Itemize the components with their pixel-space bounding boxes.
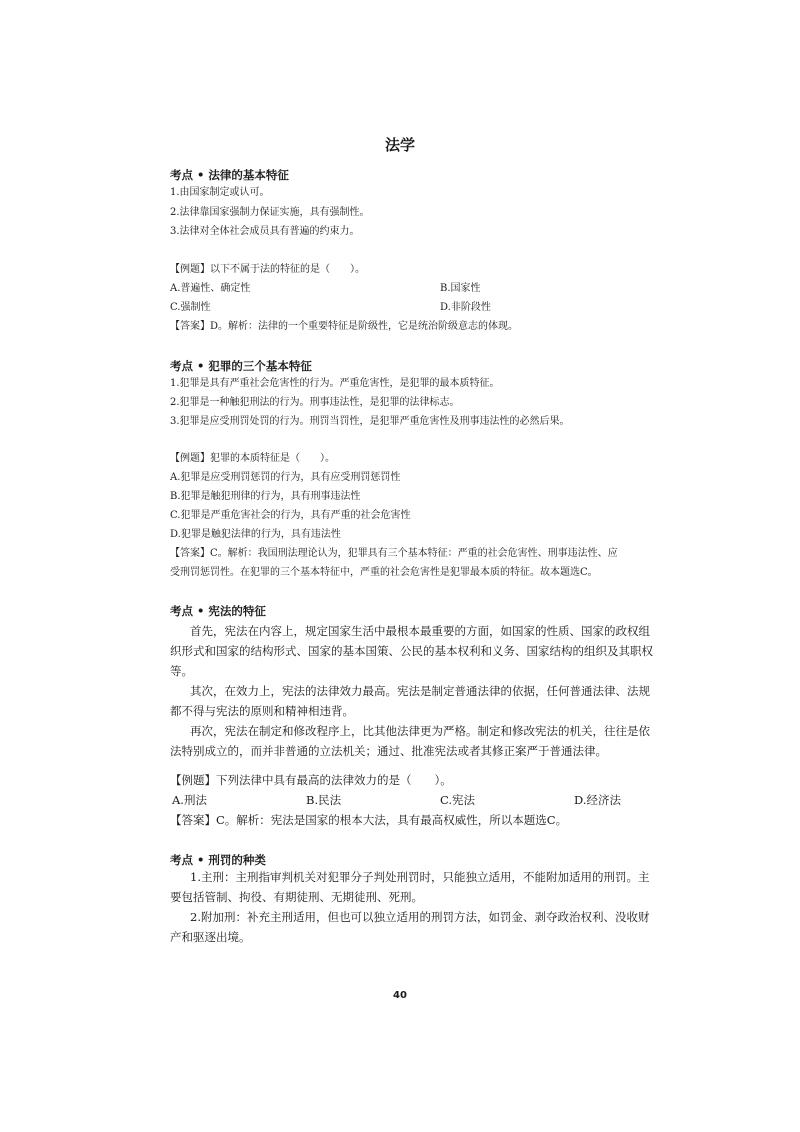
list-item: 1.犯罪是具有严重社会危害性的行为。严重危害性，是犯罪的最本质特征。 (170, 378, 500, 389)
list-item: 1.由国家制定或认可。 (170, 187, 270, 198)
paragraph-line: 首先，宪法在内容上，规定国家生活中最根本最重要的方面，如国家的性质、国家的政权组 (190, 624, 650, 638)
paragraph-line: 都不得与宪法的原则和精神相违背。 (170, 704, 354, 718)
option-c: C.强制性 (170, 302, 211, 313)
option-a: A.犯罪是应受刑罚惩罚的行为，具有应受刑罚惩罚性 (170, 472, 401, 483)
example-question: 【例题】下列法律中具有最高的法律效力的是（ ）。 (170, 773, 452, 787)
answer-text: 【答案】C。解析：宪法是国家的根本大法，具有最高权威性，所以本题选C。 (170, 813, 568, 827)
section-heading-constitution: 考点 • 宪法的特征 (170, 604, 266, 618)
paragraph-line: 1.主刑：主刑指审判机关对犯罪分子判处刑罚时，只能独立适用，不能附加适用的刑罚。主 (190, 870, 650, 884)
section-heading-crime-features: 考点 • 犯罪的三个基本特征 (170, 359, 312, 373)
list-item: 3.法律对全体社会成员具有普遍的约束力。 (170, 226, 360, 237)
page-title: 法学 (384, 136, 415, 154)
option-d: D.经济法 (574, 793, 621, 807)
section-heading-law-features: 考点 • 法律的基本特征 (170, 168, 289, 182)
option-d: D.非阶段性 (440, 302, 491, 313)
paragraph-line: 织形式和国家的结构形式、国家的基本国策、公民的基本权利和义务、国家结构的组织及其职权 (170, 644, 653, 658)
list-item: 3.犯罪是应受刑罚处罚的行为。刑罚当罚性，是犯罪严重危害性及刑事违法性的必然后果。 (170, 416, 570, 427)
option-b: B.国家性 (440, 283, 481, 294)
option-a: A.普遍性、确定性 (170, 283, 251, 294)
option-c: C.宪法 (440, 793, 476, 807)
answer-text: 受刑罚惩罚性。在犯罪的三个基本特征中，严重的社会危害性是犯罪最本质的特征。故本题选C。 (170, 567, 598, 578)
option-a: A.刑法 (172, 793, 207, 807)
paragraph-line: 要包括管制、拘役、有期徒刑、无期徒刑、死刑。 (170, 890, 423, 904)
paragraph-line: 法特别成立的，而并非普通的立法机关；通过、批准宪法或者其修正案严于普通法律。 (170, 744, 607, 758)
example-question: 【例题】以下不属于法的特征的是（ ）。 (170, 264, 365, 275)
option-b: B.民法 (306, 793, 342, 807)
paragraph-line: 产和驱逐出境。 (170, 930, 251, 944)
option-c: C.犯罪是严重危害社会的行为，具有严重的社会危害性 (170, 510, 411, 521)
option-b: B.犯罪是触犯刑律的行为，具有刑事违法性 (170, 491, 361, 502)
answer-text: 【答案】D。解析：法律的一个重要特征是阶级性，它是统治阶级意志的体现。 (170, 321, 519, 332)
page-number: 40 (393, 990, 407, 1001)
paragraph-line: 再次，宪法在制定和修改程序上，比其他法律更为严格。制定和修改宪法的机关，往往是依 (190, 724, 650, 738)
answer-text: 【答案】C。解析：我国刑法理论认为，犯罪具有三个基本特征：严重的社会危害性、刑事违法性、应 (170, 548, 618, 559)
option-d: D.犯罪是触犯法律的行为，具有违法性 (170, 529, 341, 540)
paragraph-line: 等。 (170, 664, 193, 678)
example-question: 【例题】犯罪的本质特征是（ ）。 (170, 453, 335, 464)
list-item: 2.法律靠国家强制力保证实施，具有强制性。 (170, 207, 370, 218)
paragraph-line: 其次，在效力上，宪法的法律效力最高。宪法是制定普通法律的依据，任何普通法律、法规 (190, 684, 650, 698)
paragraph-line: 2.附加刑：补充主刑适用，但也可以独立适用的刑罚方法，如罚金、剥夺政治权利、没收财 (190, 910, 650, 924)
section-heading-penalties: 考点 • 刑罚的种类 (170, 853, 266, 867)
list-item: 2.犯罪是一种触犯刑法的行为。刑事违法性，是犯罪的法律标志。 (170, 397, 460, 408)
